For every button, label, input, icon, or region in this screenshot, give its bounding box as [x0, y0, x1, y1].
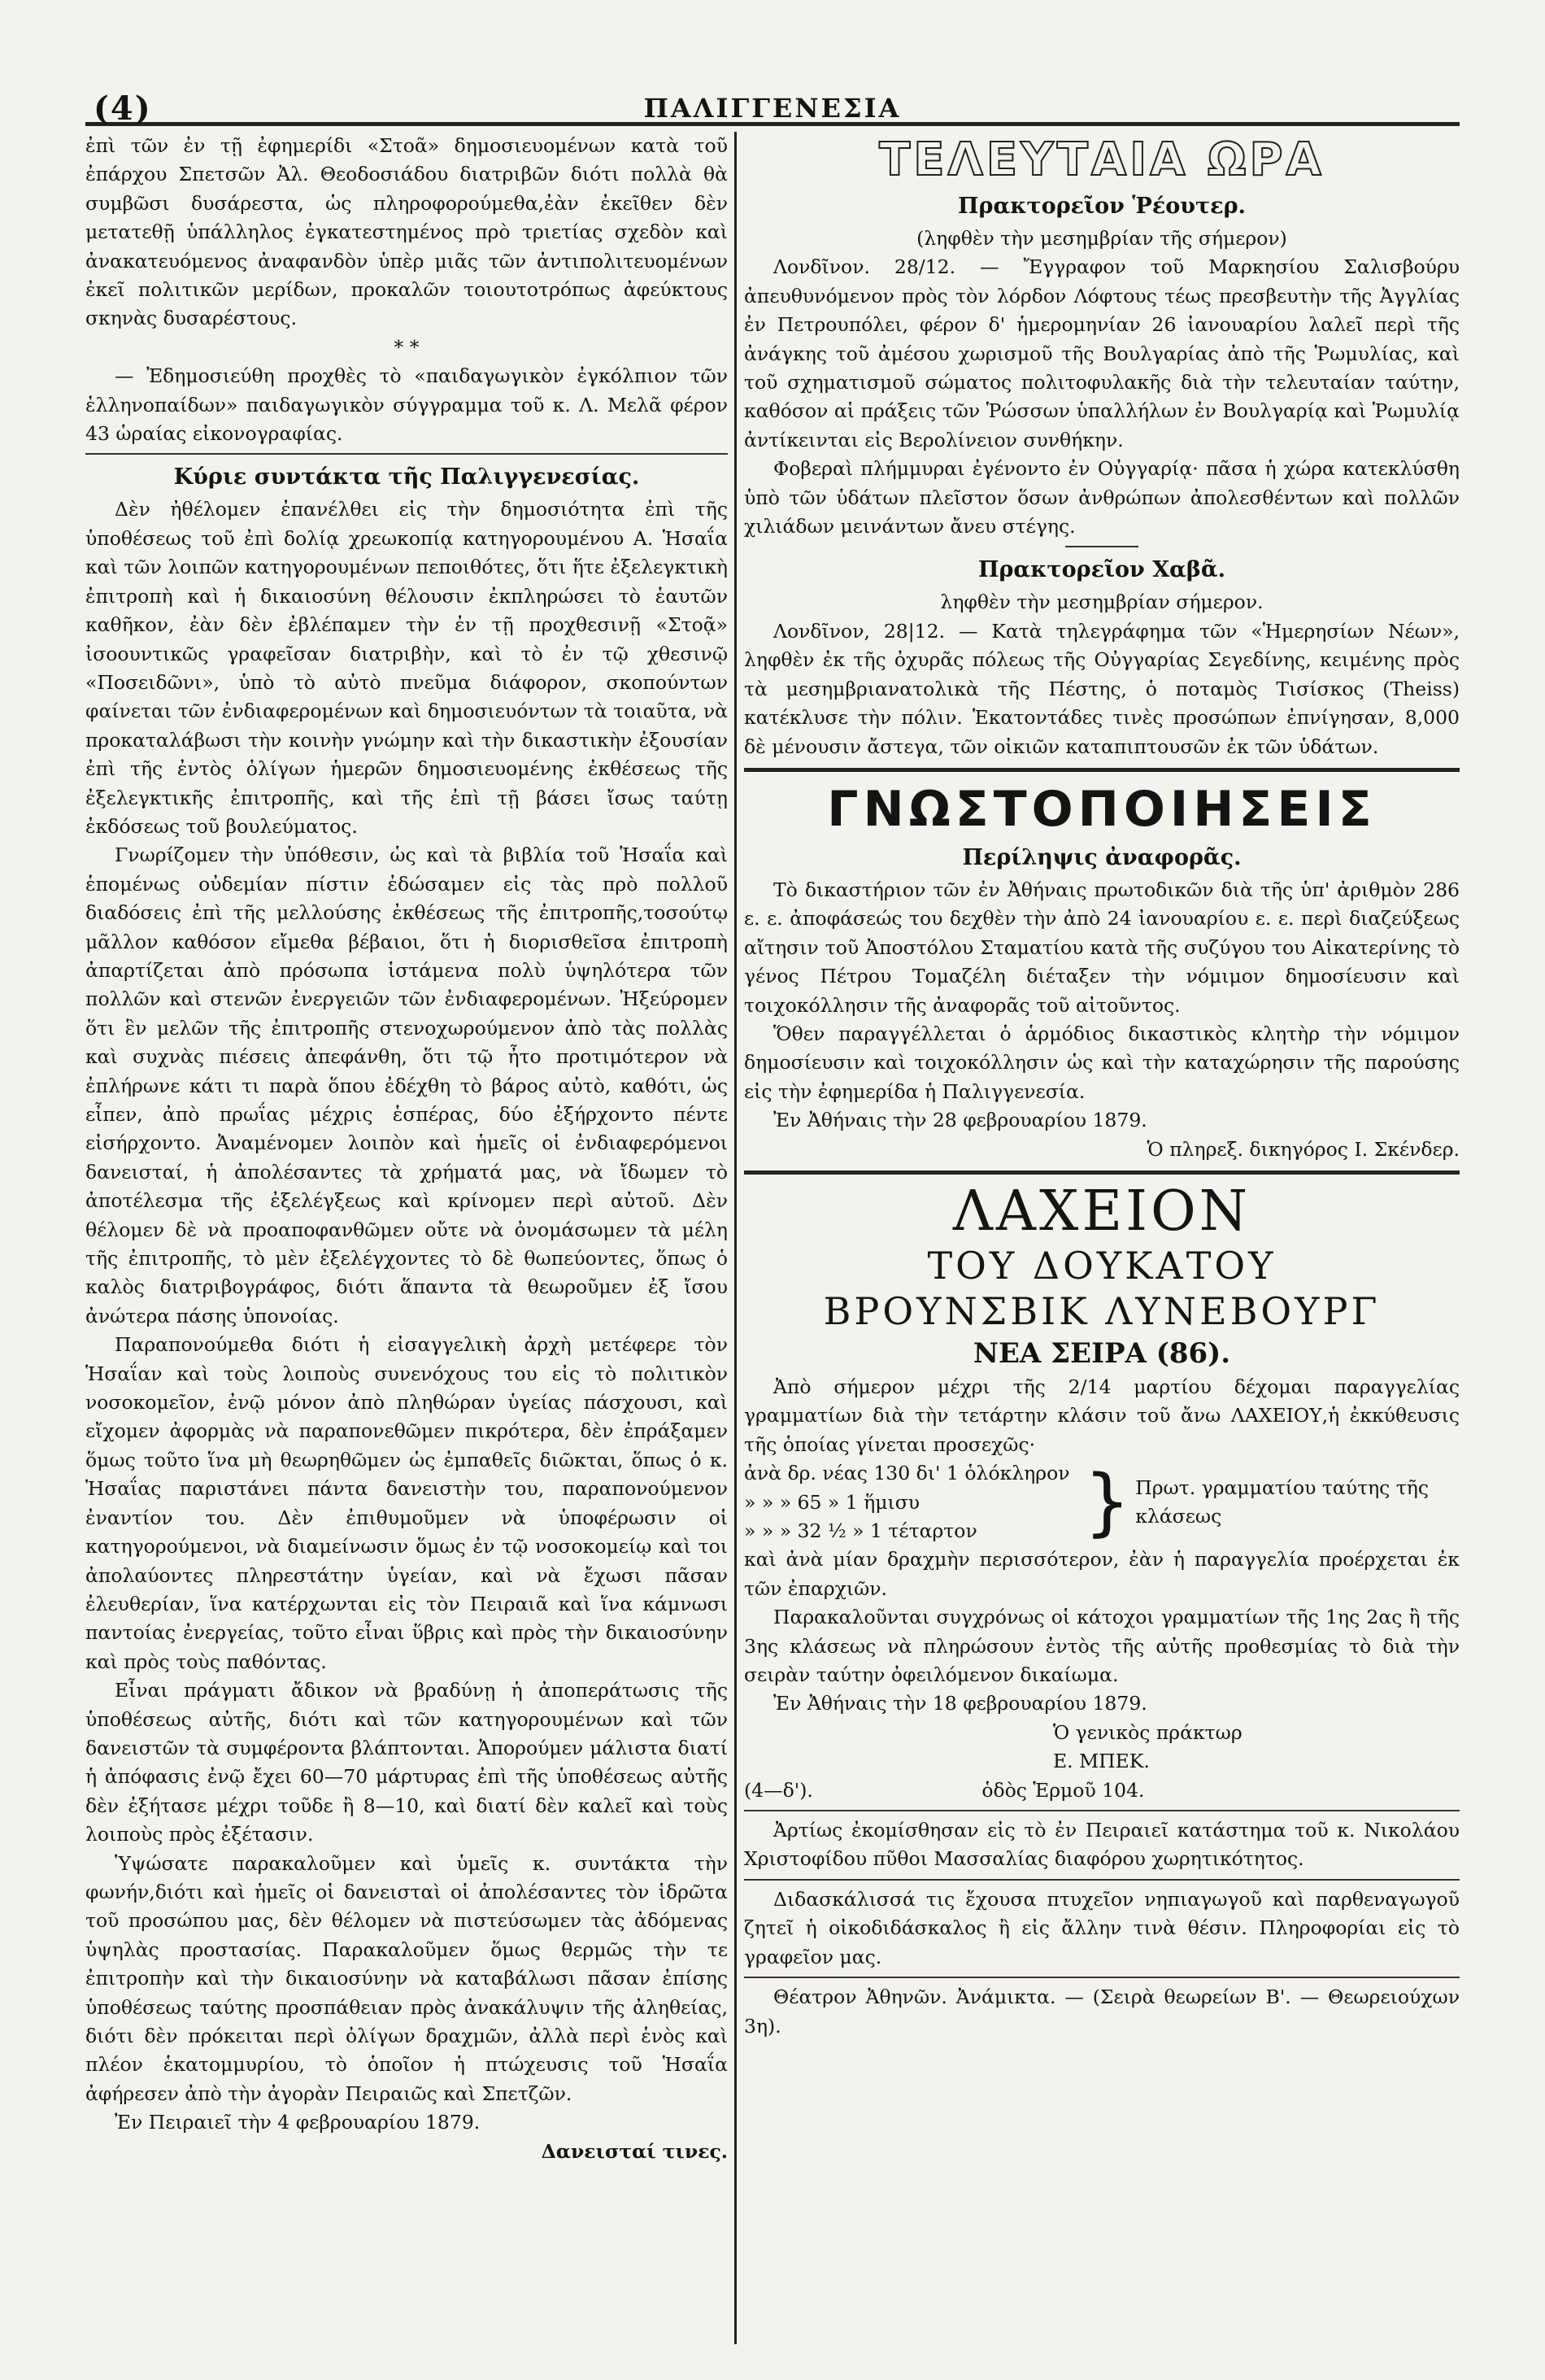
price-lines — [744, 1459, 1079, 1545]
price-line-3: » » » 32 ½ » 1 τέταρτον — [744, 1519, 977, 1542]
havas-dispatch: Λονδῖνον, 28|12. — Κατὰ τηλεγράφημα τῶν «Ἡμερησίων Νέων», ληφθὲν ἐκ τῆς ὀχυρᾶς πόλεως τῆς Οὐγγαρίας Σεγεδίνης, κειμένης πρὸς τὰ μεσημβριανατολικὰ τῆς Πέστης, ὁ ποταμὸς Τισίσκος (Theiss) κατέκλυσε τὴν πόλιν. Ἑκατοντάδες τινὲς προσώπων ἐπνίγησαν, 8,000 δὲ μένουσιν ἄστεγα, τῶν οἰκιῶν καταπιπτουσῶν ἐκ τῶν ὑδάτων. — [744, 619, 1460, 758]
letter-paragraph-4: Εἶναι πράγματι ἄδικον νὰ βραδύνῃ ἡ ἀποπεράτωσις τῆς ὑποθέσεως αὐτῆς, διότι καὶ τῶν κατηγορουμένων καὶ τῶν δανειστῶν τὰ συμφέροντα βλάπτονται. Ἀπορούμεν μάλιστα διατί ἡ ἀπόφασις ἐνῷ ἔχει 60—70 μάρτυρας ἐπὶ τῆς ὑποθέσεως αὐτῆς δὲν ἐξήτασε μέχρι τοῦδε ἢ 8—10, καὶ διατί δὲν καλεῖ καὶ τοὺς λοιποὺς πρὸς ἐξέτασιν. — [85, 1679, 728, 1846]
notices-title: ΓΝΩΣΤΟΠΟΙΗΣΕΙΣ — [827, 780, 1377, 838]
letter-paragraph-5: Ὑψώσατε παρακαλοῦμεν καὶ ὑμεῖς κ. συντάκτα τὴν φωνήν,διότι καὶ ἡμεῖς οἱ δανεισταὶ οἱ ἀπολέσαντες τὸν ἱδρῶτα τοῦ προσώπου μας, δὲν θέλομεν νὰ πιστεύσωμεν τὰς ἀδόμενας ὑψηλὰς προστασίας. Παρακαλοῦμεν ὅμως θερμῶς τὴν τε ἐπιτροπὴν καὶ τὴν δικαιοσύνην νὰ καταβάλωσι πᾶσαν ἐπίσης ὑποθέσεως ταύτης προσπάθειαν πρὸς ἀνακάλυψιν τῆς ἀληθείας, διότι δὲν πρόκειται περὶ ὀλίγων δραχμῶν, ἀλλὰ περὶ ἑνὸς καὶ πλέον ἑκατομμυρίου, τὸ ὁποῖον ἡ πτώχευσις τοῦ Ἡσαΐα ἀφήρεσεν ἀπὸ τὴν ἀγορὰν Πειραιῶς καὶ Σπετζῶν. — [85, 1851, 728, 2105]
letter-signature: Δανεισταί τινες. — [541, 2139, 728, 2163]
letter-paragraph-3: Παραπονούμεθα διότι ἡ εἰσαγγελικὴ ἀρχὴ μετέφερε τὸν Ἡσαΐαν καὶ τοὺς λοιποὺς συνενόχους του εἰς τὸ πολιτικὸν νοσοκομεῖον, ἐνῷ μόνον ἀπὸ πληθώραν ὑγείας πάσχουσι, καὶ εἴχομεν ἀφορμὰς νὰ παραπονεθῶμεν πικρότερα, δὲν ἐπράξαμεν ὅμως τοῦτο ἵνα μὴ θεωρηθῶμεν ὡς ἐμπαθεῖς διῶκται, ὅπως ὁ κ. Ἡσαΐας παριστάνει πάντα δανειστὴν του, παραπονούμενον ἐναντίον του. Δὲν ἐπιθυμοῦμεν νὰ ὑποφέρωσιν οἱ κατηγορούμενοι, νὰ διαμείνωσιν ὅμως ἐν τῷ νοσοκομείῳ καὶ τοι ἀπολαύοντες πληρεστάτην ὑγείαν, καὶ νὰ ἔχωσι πᾶσαν ἐλευθερίαν, ἵνα κατέρχωνται εἰς τὸν Πειραιᾶ καὶ ἵνα κάμνωσι παντοίας ἐνεργείας, τοῦτο εἶναι ὕβρις καὶ πρὸς τὴν δικαιοσύνην καὶ πρὸς τοὺς παθόντας. — [85, 1333, 728, 1673]
lottery-signature-role: Ὁ γενικὸς πράκτωρ — [1053, 1720, 1243, 1744]
lottery-signature-name: Ε. ΜΠΕΚ. — [1053, 1750, 1150, 1773]
paper-name: ΠΑΛΙΓΓΕΝΕΣΙΑ — [643, 93, 902, 124]
letter-paragraph-2: Γνωρίζομεν τὴν ὑπόθεσιν, ὡς καὶ τὰ βιβλία τοῦ Ἡσαΐα καὶ ἑπομένως οὐδεμίαν πίστιν ἐδώσαμεν εἰς τὰς πρὸ πολλοῦ διαδόσεις ἐπὶ τῆς μελλούσης ἐκθέσεως τῆς ἐπιτροπῆς,τοσούτῳ μᾶλλον καθόσον εἴμεθα βέβαιοι, ὅτι ἡ διορισθεῖσα ἐπιτροπὴ ἀπαρτίζεται ἀπὸ πρόσωπα ἱστάμενα πολὺ ὑψηλότερα τῶν πολλῶν καὶ στενῶν ἐνεργειῶν τῶν ἐνδιαφερομένων. Ἠξεύρομεν ὅτι ἓν μελῶν τῆς ἐπιτροπῆς στενοχωρούμενον ἀπὸ τὰς πολλὰς καὶ συχνὰς πιέσεις ἀπεφάνθη, ὅτι τῷ ἦτο προτιμότερον νὰ ἐπλήρωνε κάτι τι παρὰ ὅπου ἐδέχθη τὸ βάρος αὐτὸ, καθότι, ὡς εἶπεν, ἀπὸ πρωΐας μέχρις ἑσπέρας, δύο ἐξήρχοντο πέντε εἰσήρχοντο. Ἀναμένομεν λοιπὸν καὶ ἡμεῖς οἱ ἐνδιαφερόμενοι δανεισταί, ἡ ἀπολέσαντες τὰ χρήματά μας, νὰ ἴδωμεν τὸ ἀποτέλεσμα τῆς ἐξελέγξεως καὶ κρίνομεν περὶ αὐτοῦ. Δὲν θέλομεν δὲ νὰ προαποφανθῶμεν οὔτε νὰ ὀνομάσωμεν τὰ μέλη τῆς ἐπιτροπῆς, τὸ μὲν ἐξελέγχοντες τὸ δὲ θωπεύοντες, ὅπως ὁ καλὸς διατριβογράφος, διότι ἅπαντα τὰ θεωροῦμεν ἐξ ἴσου ἀνώτερα πάσης ὑπονοίας. — [85, 843, 728, 1327]
lottery-title: ΛΑΧΕΙΟΝ — [952, 1179, 1251, 1244]
section-rule-thick — [744, 768, 1460, 772]
notice-paragraph-2: Ὅθεν παραγγέλλεται ὁ ἁρμόδιος δικαστικὸς κλητὴρ τὴν νόμιμον δημοσίευσιν καὶ τοιχοκόλλησιν ὡς καὶ τὴν καταχώρησιν τῆς παρούσης εἰς τὴν ἐφημερίδα ἡ Παλιγγενεσία. — [744, 1022, 1460, 1103]
page-number: (4) — [94, 89, 152, 128]
letter-date: Ἐν Πειραιεῖ τὴν 4 φεβρουαρίου 1879. — [115, 2111, 481, 2134]
price-note — [1135, 1474, 1460, 1532]
price-note-text: Πρωτ. γραμματίου ταύτης τῆς κλάσεως — [1135, 1476, 1430, 1528]
section-rule-thick-2 — [744, 1170, 1460, 1175]
lottery-paragraph-3: Παρακαλοῦνται συγχρόνως οἱ κάτοχοι γραμματίων τῆς 1ης 2ας ἢ τῆς 3ης κλάσεως νὰ πληρώσουν ἐντὸς τῆς αὐτῆς προθεσμίας τὸ διὰ τὴν σειρὰν ταύτην ὀφειλόμενον δικαίωμα. — [744, 1606, 1460, 1687]
price-list — [744, 1459, 1460, 1545]
lottery-date: Ἐν Ἀθήναις τὴν 18 φεβρουαρίου 1879. — [773, 1692, 1147, 1715]
lottery-series: ΝΕΑ ΣΕΙΡΑ (86). — [973, 1336, 1231, 1370]
asterisk-separator: * * — [394, 335, 420, 359]
notice-paragraph-1: Τὸ δικαστήριον τῶν ἐν Ἀθήναις πρωτοδικῶν διὰ τῆς ὑπ' ἀριθμὸν 286 ε. ε. ἀποφάσεώς του δεχθὲν τὴν ἀπὸ 24 ἰανουαρίου ε. ε. περὶ διαζεύξεως αἴτησιν τοῦ Ἀποστόλου Σταματίου κατὰ τῆς συζύγου του Αἰκατερίνης τὸ γένος Πέτρου Τομαζέλη διέταξεν τὴν νόμιμον δημοσίευσιν καὶ τοιχοκόλλησιν τῆς ἀναφορᾶς τοῦ αἰτοῦντος. — [744, 878, 1460, 1017]
reuter-subheading: (ληφθὲν τὴν μεσημβρίαν τῆς σήμερον) — [916, 227, 1287, 250]
lottery-subtitle-2: ΒΡΟΥΝΣΒΙΚ ΛΥΝΕΒΟΥΡΓ — [823, 1288, 1381, 1333]
letter-heading: Κύριε συντάκτα τῆς Παλιγγενεσίας. — [173, 464, 640, 490]
reuter-dispatch-2: Φοβεραὶ πλήμμυραι ἐγένοντο ἐν Οὐγγαρίᾳ· πᾶσα ἡ χώρα κατεκλύσθη ὑπὸ τῶν ὑδάτων πλεῖστον ὅσων ἀνθρώπων ἀπολεσθέντων καὶ πολλῶν χιλιάδων μεινάντων ἄνευ στέγης. — [744, 457, 1460, 538]
ad-teacher: Διδασκάλισσά τις ἔχουσα πτυχεῖον νηπιαγωγοῦ καὶ παρθεναγωγοῦ ζητεῖ ἡ οἰκοδιδάσκαλος ἢ εἰς ἄλλην τινὰ θέσιν. Πληροφορίαι εἰς τὸ γραφεῖον μας. — [744, 1887, 1460, 1968]
notice-date: Ἐν Ἀθήναις τὴν 28 φεβρουαρίου 1879. — [773, 1109, 1147, 1132]
left-column — [85, 132, 728, 2344]
lottery-paragraph-1: Ἀπὸ σήμερον μέχρι τῆς 2/14 μαρτίου δέχομαι παραγγελίας γραμματίων διὰ τὴν τετάρτην κλάσιν τοῦ ἄνω ΛΑΧΕΙΟΥ,ἡ ἐκκύθευσις τῆς ὁποίας γίνεται προσεχῶς· — [744, 1375, 1460, 1456]
notice-signature: Ὁ πληρεξ. δικηγόρος Ι. Σκένδερ. — [1147, 1137, 1460, 1161]
ad-jars: Ἀρτίως ἐκομίσθησαν εἰς τὸ ἐν Πειραιεῖ κατάστημα τοῦ κ. Νικολάου Χριστοφίδου πῦθοι Μασσαλίας διαφόρου χωρητικότητος. — [744, 1819, 1460, 1871]
letter-paragraph-1: Δὲν ἠθέλομεν ἐπανέλθει εἰς τὴν δημοσιότητα ἐπὶ τῆς ὑποθέσεως τοῦ ἐπὶ δολίᾳ χρεωκοπίᾳ κατηγορουμένου Α. Ἡσαΐα καὶ τῶν λοιπῶν κατηγορουμένων πεποιθότες, ὅτι ἥτε ἐξελεγκτικὴ ἐπιτροπὴ καὶ ἡ δικαιοσύνη θέλουσιν ἐκπληρώσει τὸ ἑαυτῶν καθῆκον, ἐὰν δὲν ἐβλέπαμεν τὴν ἐν τῇ προχθεσινῇ «Στοᾷ» ἰσοουντικῶς γραφεῖσαν διατριβὴν, καὶ τὸ ἐν τῷ χθεσινῷ «Ποσειδῶνι», ὑπὸ τὸ αὐτὸ πνεῦμα διάφορον, σκοπούντων φαίνεται τῶν ἐνδιαφερομένων καὶ δημοσιευόντων τὰ τοιαῦτα, νὰ προκαταλάβωσι τὴν κοινὴν γνώμην καὶ τὴν δικαστικὴν ἐξουσίαν ἐπὶ τῆς ἐντὸς ὀλίγων ἡμερῶν δημοσιευομένης ἐκθέσεως τῆς ἐξελεγκτικῆς ἐπιτροπῆς, καὶ τῆς ἐπὶ τῇ βάσει ἴσως ταύτῃ ἐκδόσεως τοῦ βουλεύματος. — [85, 498, 728, 838]
lottery-address: ὁδὸς Ἑρμοῦ 104. — [981, 1778, 1145, 1802]
article-spetses: ἐπὶ τῶν ἐν τῇ ἐφημερίδι «Στοᾶ» δημοσιευομένων κατὰ τοῦ ἐπάρχου Σπετσῶν Ἀλ. Θεοδοσιάδου διατριβῶν διότι πολλὰ θὰ συμβῶσι δυσάρεστα, ὡς πληροφορούμεθα,ἐὰν ἐκεῖθεν δὲν μετατεθῇ ὑπάλληλος ἐγκατεστημένος πρὸ τριετίας σχεδὸν καὶ ἀνακατευόμενος ἀναφανδὸν ὑπὲρ μιᾶς τῶν ἀντιπολιτευομένων ἐκεῖ πολιτικῶν μερίδων, προκαλῶν τοιουτοτρόπως ἀφεύκτους σκηνὰς δυσαρέστους. — [85, 134, 728, 330]
section-rule — [85, 453, 728, 455]
ad-theatre: Θέατρον Ἀθηνῶν. Ἀνάμικτα. — (Σειρὰ θεωρείων Β'. — Θεωρειούχων 3η). — [744, 1986, 1460, 2038]
article-pedagogy: — Ἐδημοσιεύθη προχθὲς τὸ «παιδαγωγικὸν ἐγκόλπιον τῶν ἑλληνοπαίδων» παιδαγωγικὸν σύγγραμμα τοῦ κ. Λ. Μελᾶ φέρον 43 ὡραίας εἰκονογραφίας. — [85, 364, 728, 446]
newspaper-page — [85, 75, 1460, 2344]
section-rule-5 — [744, 1977, 1460, 1978]
havas-subheading: ληφθὲν τὴν μεσημβρίαν σήμερον. — [940, 591, 1264, 614]
column-divider — [734, 132, 737, 2344]
lottery-paragraph-2: καὶ ἀνὰ μίαν δραχμὴν περισσότερον, ἐὰν ἡ παραγγελία προέρχεται ἐκ τῶν ἐπαρχιῶν. — [744, 1548, 1460, 1600]
section-rule-3 — [744, 1810, 1460, 1811]
price-line-1: ἀνὰ δρ. νέας 130 δι' 1 ὁλόκληρον — [744, 1462, 1070, 1485]
section-rule-4 — [744, 1879, 1460, 1881]
reuter-heading: Πρακτορεῖον Ῥέουτερ. — [958, 194, 1246, 219]
lottery-subtitle-1: ΤΟΥ ΔΟΥΚΑΤΟΥ — [927, 1243, 1277, 1288]
havas-heading: Πρακτορεῖον Χαβᾶ. — [977, 557, 1226, 583]
price-line-2: » » » 65 » 1 ἥμισυ — [744, 1490, 920, 1514]
lottery-reference — [744, 1776, 1460, 1805]
notice-heading: Περίληψις ἀναφορᾶς. — [962, 844, 1242, 870]
masthead — [85, 75, 1460, 126]
reuter-dispatch-1: Λονδῖνον. 28/12. — Ἔγγραφον τοῦ Μαρκησίου Σαλισβούρυ ἀπευθυνόμενον πρὸς τὸν λόρδον Λόφτους τέως πρεσβευτὴν τῆς Ἀγγλίας ἐν Πετρουπόλει, φέρον δ' ἡμερομηνίαν 26 ἰανουαρίου λαλεῖ περὶ τῆς ἀνάγκης τοῦ ἀμέσου χωρισμοῦ τῆς Βουλγαρίας ἀπὸ τῆς Ῥωμυλίας, καὶ τοῦ σχηματισμοῦ σώματος πολιτοφυλακῆς διὰ τὴν τελευταίαν ταύτην, καθόσον αἱ πράξεις τῶν Ῥώσσων ὑπαλλήλων ἐν Βουλγαρίᾳ καὶ Ῥωμυλίᾳ ἀντίκεινται εἰς Βερολίνειον συνθήκην. — [744, 255, 1460, 451]
price-brace: } — [1083, 1459, 1131, 1545]
telegram-title: ΤΕΛΕΥΤΑΙΑ ΩΡΑ — [879, 133, 1325, 186]
short-rule — [1065, 546, 1138, 547]
right-column — [744, 132, 1460, 2344]
lottery-reference-code: (4—δ'). — [744, 1778, 813, 1802]
